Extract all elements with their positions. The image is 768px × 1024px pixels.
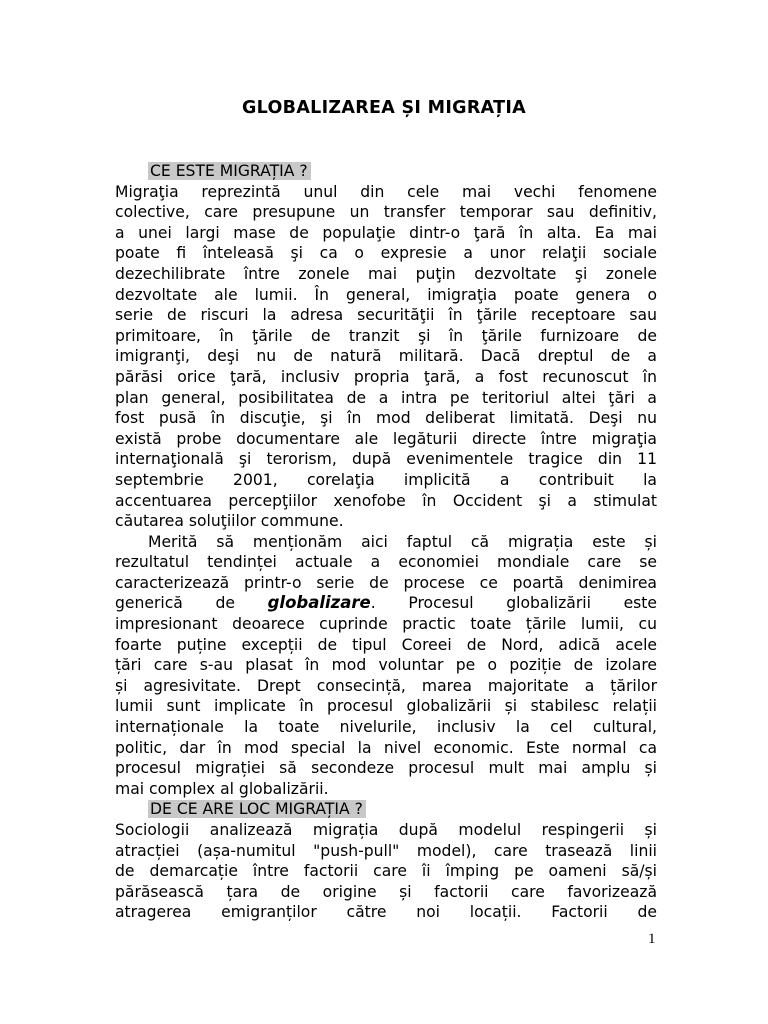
text-line [115,882,657,903]
text-line [115,408,657,429]
document-title: GLOBALIZAREA ȘI MIGRAȚIA [242,98,526,118]
text-segment: părăsească țara de origine și factorii care favorizează [115,882,657,901]
text-line [115,676,657,697]
text-segment: țări care s-au plasat în mod voluntar pe o poziție de izolare [115,656,657,675]
text-segment: plan general, posibilitatea de a intra pe teritoriul altei ţări a [115,388,657,407]
text-segment: septembrie 2001, corelaţia implicită a contribuit la [115,470,657,489]
text-line [115,635,657,656]
text-line [115,614,657,635]
text-line [115,367,657,388]
text-segment: accentuarea percepţiilor xenofobe în Occident şi a stimulat [115,491,657,510]
text-line [115,717,657,738]
text-segment: foarte puține excepții de tipul Coreei de Nord, adică acele [115,635,657,654]
text-segment: procesul migrației să secondeze procesul mult mai amplu și [115,759,657,778]
text-segment: fost pusă în discuţie, şi în mod deliberat limitată. Deşi nu [115,409,657,428]
text-line [115,243,657,264]
text-line [115,429,657,450]
text-line [115,202,657,223]
text-segment: și agresivitate. Drept consecință, marea majoritate a țărilor [115,676,657,695]
section-heading [115,161,657,182]
text-segment: căutarea soluţiilor commune. [115,512,344,531]
text-segment: de demarcație între factorii care îi împing pe oameni să/și [115,862,657,881]
text-segment: există probe documentare ale legăturii directe între migraţia [115,429,657,448]
text-line [115,593,657,614]
section-heading [115,799,657,820]
highlighted-heading-text: DE CE ARE LOC MIGRAȚIA ? [148,800,366,818]
text-line [115,511,657,532]
text-segment: impresionant deoarece cuprinde practic toate țările lumii, cu [115,615,657,634]
text-line [115,841,657,862]
text-line [115,449,657,470]
text-segment: atragerea emigranților către noi locații. Factorii de [115,903,657,922]
text-line [115,326,657,347]
text-line [115,305,657,326]
text-segment: politic, dar în mod special la nivel economic. Este normal ca [115,738,657,757]
text-line [115,655,657,676]
text-segment: imigranţi, deşi nu de natură militară. Dacă dreptul de a [115,347,657,366]
text-line [115,388,657,409]
text-segment: serie de riscuri la adresa securităţii în ţările receptoare sau [115,306,657,325]
text-segment: a unei largi mase de populaţie dintr-o ţară în alta. Ea mai [115,223,657,242]
text-segment: internaţională şi terorism, după evenimentele tragice din 11 [115,450,657,469]
text-segment: caracterizează printr-o serie de procese ce poartă denimirea [115,573,657,592]
text-line [115,552,657,573]
text-segment: Merită să menționăm aici faptul că migrația este și [148,532,657,551]
text-line [115,264,657,285]
text-line [115,758,657,779]
text-segment: colective, care presupune un transfer temporar sau definitiv, [115,203,657,222]
text-segment: dezechilibrate între zonele mai puţin dezvoltate şi zonele [115,264,657,283]
text-segment: . Procesul globalizării este [370,594,657,613]
text-line [115,861,657,882]
text-segment: internaționale la toate nivelurile, inclusiv la cel cultural, [115,718,657,737]
text-segment: rezultatul tendinței actuale a economiei mondiale care se [115,553,657,572]
text-line [115,779,657,800]
text-line [115,532,657,553]
text-line [115,902,657,923]
text-line [115,285,657,306]
text-segment: atracției (așa-numitul "push-pull" model), care trasează linii [115,841,657,860]
text-segment: poate fi înteleasă şi ca o expresie a unor relaţii sociale [115,244,657,263]
text-line [115,223,657,244]
text-segment: părăsi orice ţară, inclusiv propria ţară, a fost recunoscut în [115,367,657,386]
text-line [115,573,657,594]
highlighted-heading-text: CE ESTE MIGRAȚIA ? [148,162,311,180]
page-number: 1 [648,931,656,947]
text-segment: Sociologii analizează migrația după modelul respingerii și [115,821,657,839]
text-line [115,491,657,512]
text-segment: mai complex al globalizării. [115,779,329,798]
text-segment: Migraţia reprezintă unul din cele mai vechi fenomene [115,182,657,201]
text-line [115,182,657,203]
text-segment: dezvoltate ale lumii. În general, imigraţia poate genera o [115,285,657,304]
text-line [115,738,657,759]
emphasized-term: globalizare [267,593,371,613]
text-line [115,696,657,717]
text-segment: generică de [115,594,268,613]
text-line [115,346,657,367]
text-segment: primitoare, în ţările de tranzit şi în ţările furnizoare de [115,326,657,345]
text-line [115,470,657,491]
text-segment: lumii sunt implicate în procesul globalizării și stabilesc relații [115,697,657,716]
text-line [115,820,657,841]
body-text [115,161,657,923]
